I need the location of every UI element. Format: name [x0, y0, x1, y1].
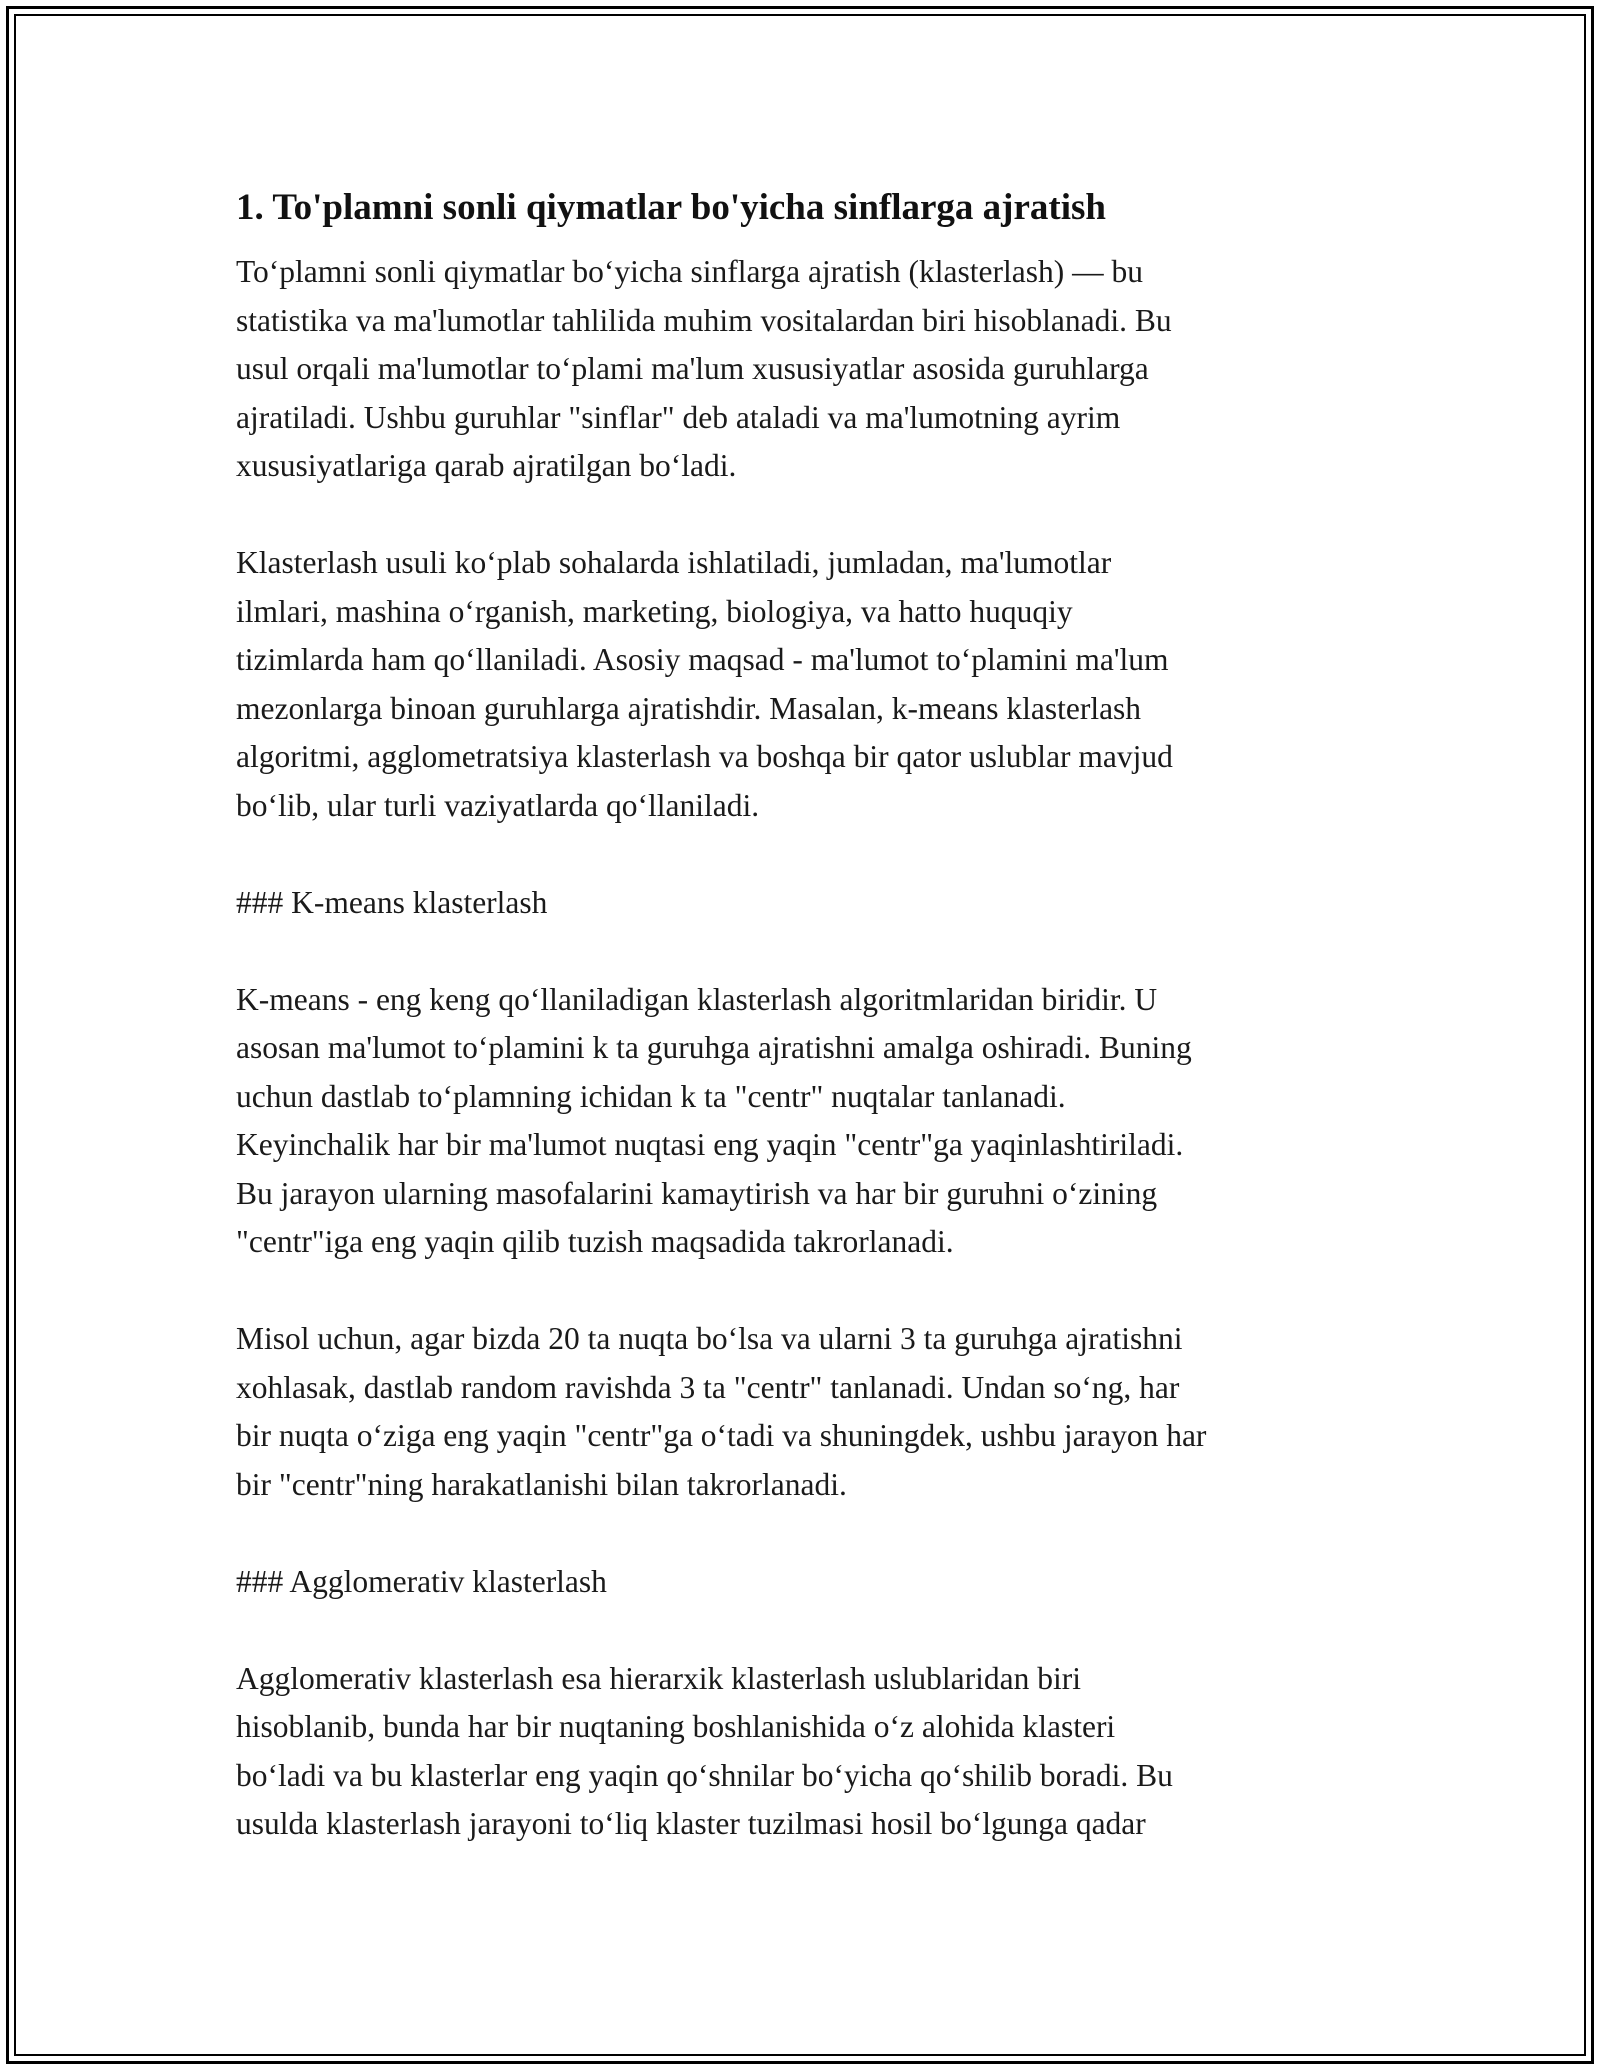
text-line: bir nuqta o‘ziga eng yaqin "centr"ga o‘tadi va shuningdek, ushbu jarayon har	[236, 1418, 1207, 1453]
text-line: usulda klasterlash jarayoni to‘liq klaster tuzilmasi hosil bo‘lgunga qadar	[236, 1806, 1146, 1841]
text-line: "centr"iga eng yaqin qilib tuzish maqsadida takrorlanadi.	[236, 1224, 954, 1259]
text-line: To‘plamni sonli qiymatlar bo‘yicha sinflarga ajratish (klasterlash) — bu	[236, 254, 1143, 289]
text-line: bo‘lib, ular turli vaziyatlarda qo‘llaniladi.	[236, 787, 760, 823]
text-line: Misol uchun, agar bizda 20 ta nuqta bo‘lsa va ularni 3 ta guruhga ajratishni	[236, 1321, 1183, 1356]
text-line: K-means - eng keng qo‘llaniladigan klasterlash algoritmlaridan biridir. U	[236, 981, 1158, 1017]
document-body	[236, 184, 1376, 1897]
text-line: usul orqali ma'lumotlar to‘plami ma'lum xususiyatlar asosida guruhlarga	[236, 351, 1149, 386]
paragraph-usage	[236, 539, 1376, 830]
text-line: xususiyatlariga qarab ajratilgan bo‘ladi.	[236, 448, 737, 483]
subheading-kmeans: ### K-means klasterlash	[236, 884, 548, 920]
text-line: bir "centr"ning harakatlanishi bilan takrorlanadi.	[236, 1466, 847, 1502]
paragraph-example	[236, 1315, 1376, 1509]
text-line: Bu jarayon ularning masofalarini kamaytirish va har bir guruhni o‘zining	[236, 1175, 1158, 1211]
paragraph-agglomerative	[236, 1655, 1376, 1849]
text-line: xohlasak, dastlab random ravishda 3 ta "centr" tanlanadi. Undan so‘ng, har	[236, 1369, 1180, 1405]
text-line: ilmlari, mashina o‘rganish, marketing, biologiya, va hatto huquqiy	[236, 593, 1073, 629]
text-line: Agglomerativ klasterlash esa hierarxik klasterlash uslublaridan biri	[236, 1660, 1081, 1696]
text-line: hisoblanib, bunda har bir nuqtaning boshlanishida o‘z alohida klasteri	[236, 1709, 1116, 1744]
text-line: bo‘ladi va bu klasterlar eng yaqin qo‘shnilar bo‘yicha qo‘shilib boradi. Bu	[236, 1757, 1173, 1793]
text-line: tizimlarda ham qo‘llaniladi. Asosiy maqsad - ma'lumot to‘plamini ma'lum	[236, 642, 1169, 677]
document-title: 1. To'plamni sonli qiymatlar bo'yicha sinflarga ajratish	[236, 187, 1106, 228]
text-line: Keyinchalik har bir ma'lumot nuqtasi eng yaqin "centr"ga yaqinlashtiriladi.	[236, 1127, 1184, 1162]
paragraph-intro	[236, 248, 1376, 491]
subheading-agglomerative: ### Agglomerativ klasterlash	[236, 1563, 607, 1599]
text-line: Klasterlash usuli ko‘plab sohalarda ishlatiladi, jumladan, ma'lumotlar	[236, 545, 1112, 580]
paragraph-kmeans	[236, 976, 1376, 1267]
text-line: ajratiladi. Ushbu guruhlar "sinflar" deb ataladi va ma'lumotning ayrim	[236, 399, 1121, 435]
text-line: mezonlarga binoan guruhlarga ajratishdir. Masalan, k-means klasterlash	[236, 690, 1142, 726]
text-line: asosan ma'lumot to‘plamini k ta guruhga ajratishni amalga oshiradi. Buning	[236, 1030, 1192, 1065]
text-line: statistika va ma'lumotlar tahlilida muhim vositalardan biri hisoblanadi. Bu	[236, 302, 1172, 338]
text-line: uchun dastlab to‘plamning ichidan k ta "centr" nuqtalar tanlanadi.	[236, 1078, 1066, 1114]
text-line: algoritmi, agglometratsiya klasterlash va boshqa bir qator uslublar mavjud	[236, 739, 1173, 774]
